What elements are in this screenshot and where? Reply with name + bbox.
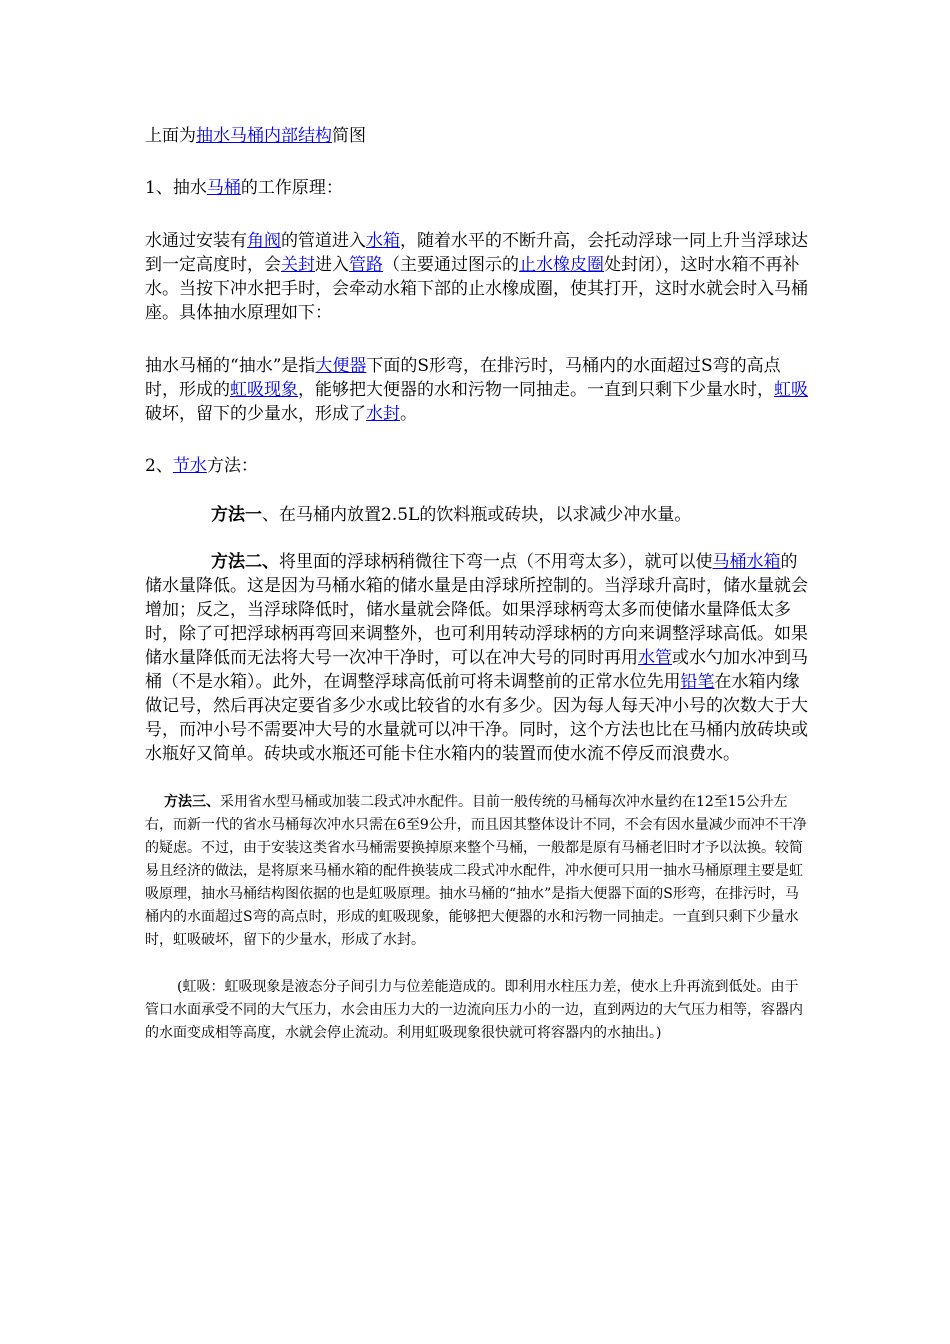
- text-run: 水通过安装有: [145, 231, 247, 251]
- text-run: （主要通过图示的: [383, 255, 519, 275]
- text-run: 。: [400, 404, 417, 424]
- text-run: 的储水量降低。这是因为马桶水箱的储水量是由浮球所控制的。当浮球升高时，储水量就会增加；反之，当浮球降低时，储水量就会降低。如果浮球柄弯太多而使储水量降低太多时，除了可把浮球柄再弯回来调整外，也可利用转动浮球柄的方向来调整浮球高低。如果储水量降低而无法将大号一次冲干净时，可以在冲大号的同时再用: [145, 552, 808, 668]
- section-1-text-end: 的工作原理：: [240, 178, 343, 198]
- link-toilet-bowl[interactable]: 大便器: [315, 356, 367, 376]
- intro-text: 上面为: [145, 126, 196, 146]
- link-close-seal[interactable]: 关封: [281, 255, 315, 275]
- text-run: 抽水马桶的“抽水”是指: [145, 356, 316, 376]
- method-three-text: 采用省水型马桶或加装二段式冲水配件。目前一般传统的马桶每次冲水量约在12至15公升左右，而新一代的省水马桶每次冲水只需在6至9公升，而且因其整体设计不同，不会有因水量减少而冲不干净的疑虑。不过，由于安装这类省水马桶需要换掉原来整个马桶，一般都是原有马桶老旧时才予以汰换。较简易且经济的做法，是将原来马桶水箱的配件换装成二段式冲水配件，冲水便可只用一抽水马桶原理主要是虹吸原理，抽水马桶结构图依据的也是虹吸原理。抽水马桶的“抽水”是指大便器下面的S形弯，在排污时，马桶内的水面超过S弯的高点时，形成的虹吸现象，能够把大便器的水和污物一同抽走。一直到只剩下少量水时，虹吸破坏，留下的少量水，形成了水封。: [145, 794, 807, 948]
- section-2-text: 2、: [145, 456, 173, 476]
- section-heading-1: [145, 176, 810, 200]
- text-run: ，能够把大便器的水和污物一同抽走。一直到只剩下少量水时，: [298, 380, 774, 400]
- intro-line: [145, 124, 810, 148]
- link-water-saving[interactable]: 节水: [172, 456, 207, 476]
- method-one: [145, 503, 810, 527]
- link-siphon-phenomenon[interactable]: 虹吸现象: [230, 380, 298, 400]
- method-two-label: 方法二、: [211, 552, 279, 572]
- method-three-label: 方法三、: [164, 794, 220, 810]
- method-three: [145, 791, 810, 952]
- paragraph-siphon: [145, 354, 810, 426]
- section-1-text: 1、抽水: [145, 178, 207, 198]
- text-run: 将里面的浮球柄稍微往下弯一点（不用弯太多），就可以使: [279, 552, 713, 572]
- paragraph-working-principle: [145, 229, 810, 325]
- link-angle-valve[interactable]: 角阀: [247, 231, 281, 251]
- section-2-text-end: 方法：: [206, 456, 258, 476]
- text-run: 破坏，留下的少量水，形成了: [145, 404, 366, 424]
- text-run: 进入: [315, 255, 349, 275]
- document-body: [145, 124, 810, 1045]
- method-two: [145, 550, 810, 766]
- method-one-label: 方法一: [211, 505, 262, 525]
- link-rubber-seal[interactable]: 止水橡皮圈: [519, 255, 604, 275]
- link-toilet-structure[interactable]: 抽水马桶内部结构: [196, 126, 332, 146]
- link-toilet[interactable]: 马桶: [206, 178, 241, 198]
- link-water-seal[interactable]: 水封: [366, 404, 400, 424]
- link-pipeline[interactable]: 管路: [349, 255, 383, 275]
- link-water-tank[interactable]: 水箱: [366, 231, 400, 251]
- siphon-note: (虹吸：虹吸现象是液态分子间引力与位差能造成的。即利用水柱压力差，使水上升再流到低处。由于管口水面承受不同的大气压力，水会由压力大的一边流向压力小的一边，直到两边的大气压力相等，容器内的水面变成相等高度，水就会停止流动。利用虹吸现象很快就可将容器内的水抽出。): [145, 979, 803, 1041]
- text-run: 或水勺加水冲到马桶（不是水箱）。此外，在调整浮球高低前可将未调整前的正常水位先用: [145, 648, 808, 692]
- link-toilet-tank[interactable]: 马桶水箱: [712, 552, 781, 572]
- text-run: ，随着水平的不断升高，会托动浮球一同上升当浮球达到一定高度时，会: [145, 231, 808, 275]
- text-run: 的管道进入: [281, 231, 366, 251]
- text-run: 在水箱内缘做记号，然后再决定要省多少水或比较省的水有多少。因为每人每天冲小号的次数大于大号，而冲小号不需要冲大号的水量就可以冲干净。同时，这个方法也比在马桶内放砖块或水瓶好又简单。砖块或水瓶还可能卡住水箱内的装置而使水流不停反而浪费水。: [145, 672, 808, 764]
- link-pencil[interactable]: 铅笔: [680, 672, 715, 692]
- link-siphon[interactable]: 虹吸: [774, 380, 808, 400]
- section-heading-2: [145, 454, 810, 478]
- text-run: 处封闭），这时水箱不再补水。当按下冲水把手时，会牵动水箱下部的止水橡成圈，使其打开，这时水就会时入马桶座。具体抽水原理如下：: [145, 255, 808, 323]
- method-one-text: 、在马桶内放置2.5L的饮料瓶或砖块，以求减少冲水量。: [262, 505, 692, 525]
- text-run: 下面的S形弯，在排污时，马桶内的水面超过S弯的高点时，形成的: [145, 356, 781, 400]
- link-water-pipe[interactable]: 水管: [638, 648, 672, 668]
- intro-text-end: 简图: [332, 126, 366, 146]
